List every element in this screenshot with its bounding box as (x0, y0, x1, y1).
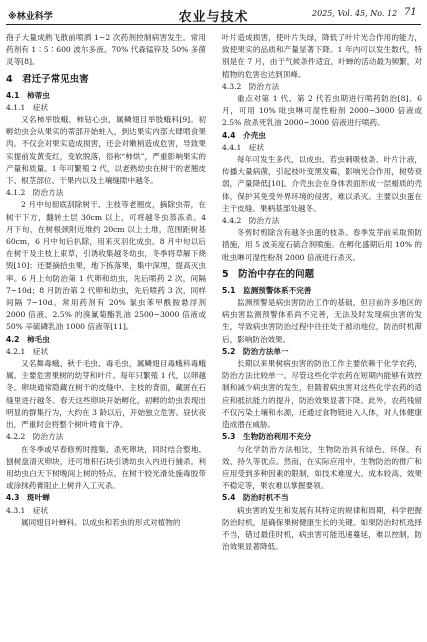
paragraph: 2 月中旬彻底刮除树干、主枝等老翘皮，摘除虫蒂，在树干下方，翻转土层 30cm 以上，可将越冬虫蒸冻杀。4 月下旬，在树根颈附近堆约 20cm 以上土堆，范围距树基 60cm，6 月中旬后扒除，用来灭羽化成虫。8 月中旬以后在树干及主枝上束草，引诱收集越冬幼虫，冬季将草解下烧毁[10]；还要摘拾虫果，地下拣落果，集中深埋，提高灭虫率。6 月上旬防治第 1 代卵和幼虫，先后喷药 2 次，间隔 7~10d；8 月防治第 2 代卵和幼虫，先后喷药 3 次，同样间隔 7~10d。常用药剂有 20% 氯虫苯甲酰胺悬浮剂 2000 倍液、2.5% 的溴氰菊酯乳油 2500~3000 倍液或 50% 辛硫磷乳油 1000 倍液等[11]。 (6, 200, 206, 332)
paragraph: 又名舞毒蛾、秋千毛虫、毒毛虫，属鳞翅目毒蛾科毒蛾属。主要危害果树的幼芽和叶片。每年只繁殖 1 代，以卵越冬。卵块通常隐藏在树干的皮缝中、主枝的背面，藏匿在石缝里进行越冬。春天这些卵块开始孵化，初孵的幼虫表现出明显的群集行为，大约在 3 龄以后，开始独立危害。昼伏夜出，严重时会将整个树叶啃食干净。 (6, 359, 206, 430)
subsection-heading: 5.2 防治方法单一 (222, 346, 289, 356)
page-header (0, 0, 427, 28)
paragraph: 长期以来果树病虫害的防治工作主要依赖于化学农药，防治方法比较单一。尽管这些化学农药在短期内能够有效控制和减少病虫害的发生，但随着病虫害对这些化学农药的适应和抵抗能力的提升，防治效果显著下降。此外，农药残留不仅污染土壤和水源，还通过食物链进入人体，对人体健康造成潜在威胁。 (222, 359, 422, 430)
paragraph: 监测预警是病虫害防治工作的基础，但目前许多地区的病虫害监测预警体系尚不完善，无法及时发现病虫害的发生，导致病虫害防治过程中往往处于被动地位，防治时机滞后，影响防治效果。 (222, 298, 422, 344)
subsubsection-heading: 4.2.2 防治方法 (6, 432, 64, 442)
paragraph: 与化学防治方法相比，生物防治具有绿色、环保、有效、持久等优点。然而，在实际应用中，生物防治的推广和应用受到多种因素的限制，如技术难度大、成本较高、效果不稳定等，果农难以掌握要领。 (222, 444, 422, 491)
section-heading: 5 防治中存在的问题 (222, 268, 315, 280)
subsubsection-heading: 4.3.1 症状 (6, 505, 49, 515)
right-column (222, 32, 422, 638)
section-label: ※林业科学 (8, 12, 53, 22)
subsubsection-heading: 4.2.1 症状 (6, 346, 49, 356)
left-column (6, 32, 206, 638)
journal-title: 农业与技术 (178, 10, 249, 25)
paragraph: 在冬季或早春修剪时搜集、杀死卵块，同时结合整地、刨树盘清灭卵块，还可堆积石块引诱幼虫入内进行捕杀。利用幼虫白天下树晚间上树的特点，在树干较光滑处施毒胶带或涂抹药膏阻止上树并入工灭杀。 (6, 444, 206, 491)
section-heading: 4 君迁子常见虫害 (6, 73, 89, 85)
paragraph: 孢子大量成熟飞散前喷洒 1~2 次药剂控制病害发生。常用药剂有 1∶5∶600 波尔多液、70% 代森锰锌及 50% 多菌灵等[8]。 (6, 33, 206, 67)
paragraph: 病虫害的发生和发展有其特定的规律和周期，科学把握防治时机，是确保果树健康生长的关键。如果防治时机选择不当，错过最佳时机，病虫害可能迅速蔓延，难以控制，防治效果显著降低。 (222, 505, 422, 552)
paragraph: 叶片造成损害，使叶片失绿，降低了叶片光合作用的能力，致使果实的品质和产量显著下降。1 年内可以发生数代，特别是在 7 月，由于气候条件适宜，叶蝉的活动最为频繁，对植物的危害也达到顶峰。 (222, 33, 422, 79)
subsubsection-heading: 4.4.2 防治方法 (222, 216, 280, 226)
header-rule (6, 24, 421, 25)
paragraph: 冬剪时剪除含有越冬虫蛋的枝条。春季发芽前采取预防措施，用 5 波美度石硫合剂喷施。在孵化盛期后用 10% 的吡虫啉可湿性粉剂 2000 倍液进行杀灭。 (222, 228, 422, 262)
paragraph: 每年可发生多代，以成虫、若虫刺吸枝条、叶片汁液，传播大量病菌，引起枝叶变黑发霉，影响光合作用，树势衰弱，产量降低[10]。介壳虫会在身体表面形成一层蜡质的壳体，保护其免受外界环境的侵害，难以杀灭。主要以虫蛋在主干皮缝、果柄基部处越冬。 (222, 155, 422, 213)
subsection-heading: 4.4 介壳虫 (222, 130, 266, 140)
subsection-heading: 4.3 斑叶蝉 (6, 493, 50, 503)
subsubsection-heading: 4.3.2 防治方法 (222, 81, 280, 91)
subsection-heading: 4.2 柿毛虫 (6, 334, 50, 344)
subsubsection-heading: 4.1.1 症状 (6, 102, 49, 112)
subsubsection-heading: 4.1.2 防治方法 (6, 188, 64, 198)
paragraph: 属同翅目叶蝉科。以成虫和若虫的形式对植物的 (21, 517, 181, 527)
subsection-heading: 5.1 监测预警体系不完善 (222, 285, 312, 295)
volume-issue: 2025, Vol. 45, No. 12 (312, 9, 398, 18)
subsubsection-heading: 4.4.1 症状 (222, 142, 265, 152)
page-number: 71 (404, 7, 417, 18)
subsection-heading: 5.3 生物防治利用不充分 (222, 432, 312, 442)
subsection-heading: 4.1 柿蒂虫 (6, 90, 50, 100)
paragraph: 重点对第 1 代、第 2 代若虫期进行喷药防治[8]。6 月，可用 10% 吡虫啉可湿性粉剂 2000~3000 倍液或 2.5% 敌杀死乳油 2000~3000 倍液进行喷药。 (222, 94, 422, 128)
subsection-heading: 5.4 防治时机不当 (222, 493, 289, 503)
paragraph: 又名柿举肢蛾、柿钻心虫，属鳞翅目举肢蛾科[9]。初孵幼虫会从果实的蒂部开始蛀入，到达果实内部大肆啃食果肉。不仅会对果实造成损害，还会对嫩梢造成危害，导致果实提前发黄变红，变软脱落，俗称“柿烘”，严重影响果实的产量和质量。1 年可繁殖 2 代，以老熟幼虫在树干的老翘皮下、根茎部位、干果内以及土壤缝隙中越冬。 (6, 115, 206, 186)
